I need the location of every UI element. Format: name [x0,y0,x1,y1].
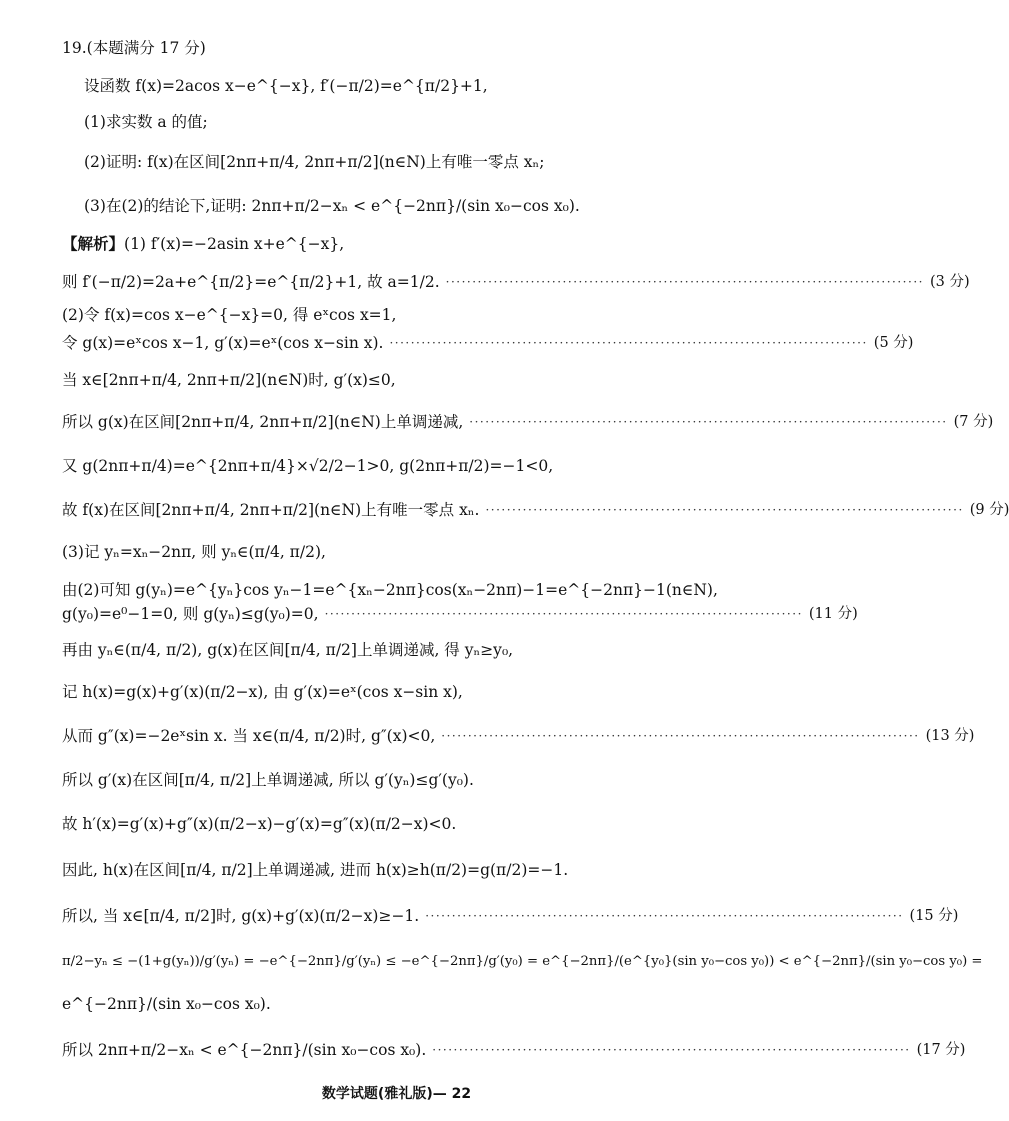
problem-given: 设函数 f(x)=2acos x−e^{−x}, f′(−π/2)=e^{π/2}+1, [84,77,488,95]
problem-title: 19.(本题满分 17 分) [62,39,206,57]
solution-line: 【解析】 (1) f′(x)=−2asin x+e^{−x}, [62,234,345,253]
dot-leader: ·························································································· [445,275,924,289]
solution-line: 则 f′(−π/2)=2a+e^{π/2}=e^{π/2}+1, 故 a=1/2. ·························································································· (3 分) [62,273,970,291]
score-mark: (11 分) [808,606,858,622]
solution-line: (2)令 f(x)=cos x−e^{−x}=0, 得 eˣcos x=1, [62,306,397,324]
dot-leader: ·························································································· [324,607,803,621]
dot-leader: ·························································································· [425,909,904,923]
score-mark: (3 分) [929,274,970,290]
solution-line: (3)记 yₙ=xₙ−2nπ, 则 yₙ∈(π/4, π/2), [62,543,326,561]
score-mark: (9 分) [969,502,1009,518]
solution-line: 再由 yₙ∈(π/4, π/2), g(x)在区间[π/4, π/2]上单调递减, 得 yₙ≥y₀, [62,641,514,659]
solution-line: 又 g(2nπ+π/4)=e^{2nπ+π/4}×√2/2−1>0, g(2nπ+π/2)=−1<0, [62,457,554,475]
problem-part-2: (2)证明: f(x)在区间[2nπ+π/4, 2nπ+π/2](n∈N)上有唯一零点 xₙ; [84,153,545,171]
score-mark: (7 分) [953,414,994,430]
solution-line: 所以 g′(x)在区间[π/4, π/2]上单调递减, 所以 g′(yₙ)≤g′(y₀). [62,771,474,789]
solution-line: 故 f(x)在区间[2nπ+π/4, 2nπ+π/2](n∈N)上有唯一零点 xₙ. ·························································································· (9 分) [62,501,1009,519]
dot-leader: ·························································································· [469,415,948,429]
solution-line: e^{−2nπ}/(sin x₀−cos x₀). [62,995,271,1013]
solution-line: 由(2)可知 g(yₙ)=e^{yₙ}cos yₙ−1=e^{xₙ−2nπ}cos(xₙ−2nπ)−1=e^{−2nπ}−1(n∈N), [62,581,718,599]
solution-tag: 【解析】 [62,234,125,253]
solution-line: g(y₀)=e⁰−1=0, 则 g(yₙ)≤g(y₀)=0, ·························································································· (11 分) [62,605,858,623]
score-mark: (13 分) [925,728,975,744]
page-footer: 数学试题(雅礼版)— 22 [321,1086,472,1102]
dot-leader: ·························································································· [485,503,964,517]
dot-leader: ·························································································· [389,336,868,350]
problem-part-3: (3)在(2)的结论下,证明: 2nπ+π/2−xₙ < e^{−2nπ}/(sin x₀−cos x₀). [84,197,580,215]
solution-line: 所以 g(x)在区间[2nπ+π/4, 2nπ+π/2](n∈N)上单调递减, ·························································································· (7 分) [62,413,994,431]
dot-leader: ·························································································· [441,729,920,743]
solution-line: 故 h′(x)=g′(x)+g″(x)(π/2−x)−g′(x)=g″(x)(π/2−x)<0. [62,815,457,833]
solution-line: 当 x∈[2nπ+π/4, 2nπ+π/2](n∈N)时, g′(x)≤0, [62,371,396,389]
dot-leader: ·························································································· [432,1043,911,1057]
solution-line: 因此, h(x)在区间[π/4, π/2]上单调递减, 进而 h(x)≥h(π/2)=g(π/2)=−1. [62,861,569,879]
solution-line: 所以, 当 x∈[π/4, π/2]时, g(x)+g′(x)(π/2−x)≥−1. ·························································································· (15 分) [62,907,959,925]
solution-line: π/2−yₙ ≤ −(1+g(yₙ))/g′(yₙ) = −e^{−2nπ}/g′(yₙ) ≤ −e^{−2nπ}/g′(y₀) = e^{−2nπ}/(e^{y₀}(sin y₀−cos y₀)) < e^{−2nπ}/(sin y₀−cos y₀) = [62,954,983,969]
problem-part-1: (1)求实数 a 的值; [84,113,208,131]
score-mark: (17 分) [916,1042,966,1058]
solution-line: 令 g(x)=eˣcos x−1, g′(x)=eˣ(cos x−sin x). ·························································································· (5 分) [62,334,914,352]
score-mark: (15 分) [909,908,959,924]
solution-line: 记 h(x)=g(x)+g′(x)(π/2−x), 由 g′(x)=eˣ(cos x−sin x), [62,683,463,701]
solution-line: 所以 2nπ+π/2−xₙ < e^{−2nπ}/(sin x₀−cos x₀). ·························································································· (17 分) [62,1041,966,1059]
score-mark: (5 分) [873,335,914,351]
solution-line: 从而 g″(x)=−2eˣsin x. 当 x∈(π/4, π/2)时, g″(x)<0, ·························································································· (13 分) [62,727,975,745]
